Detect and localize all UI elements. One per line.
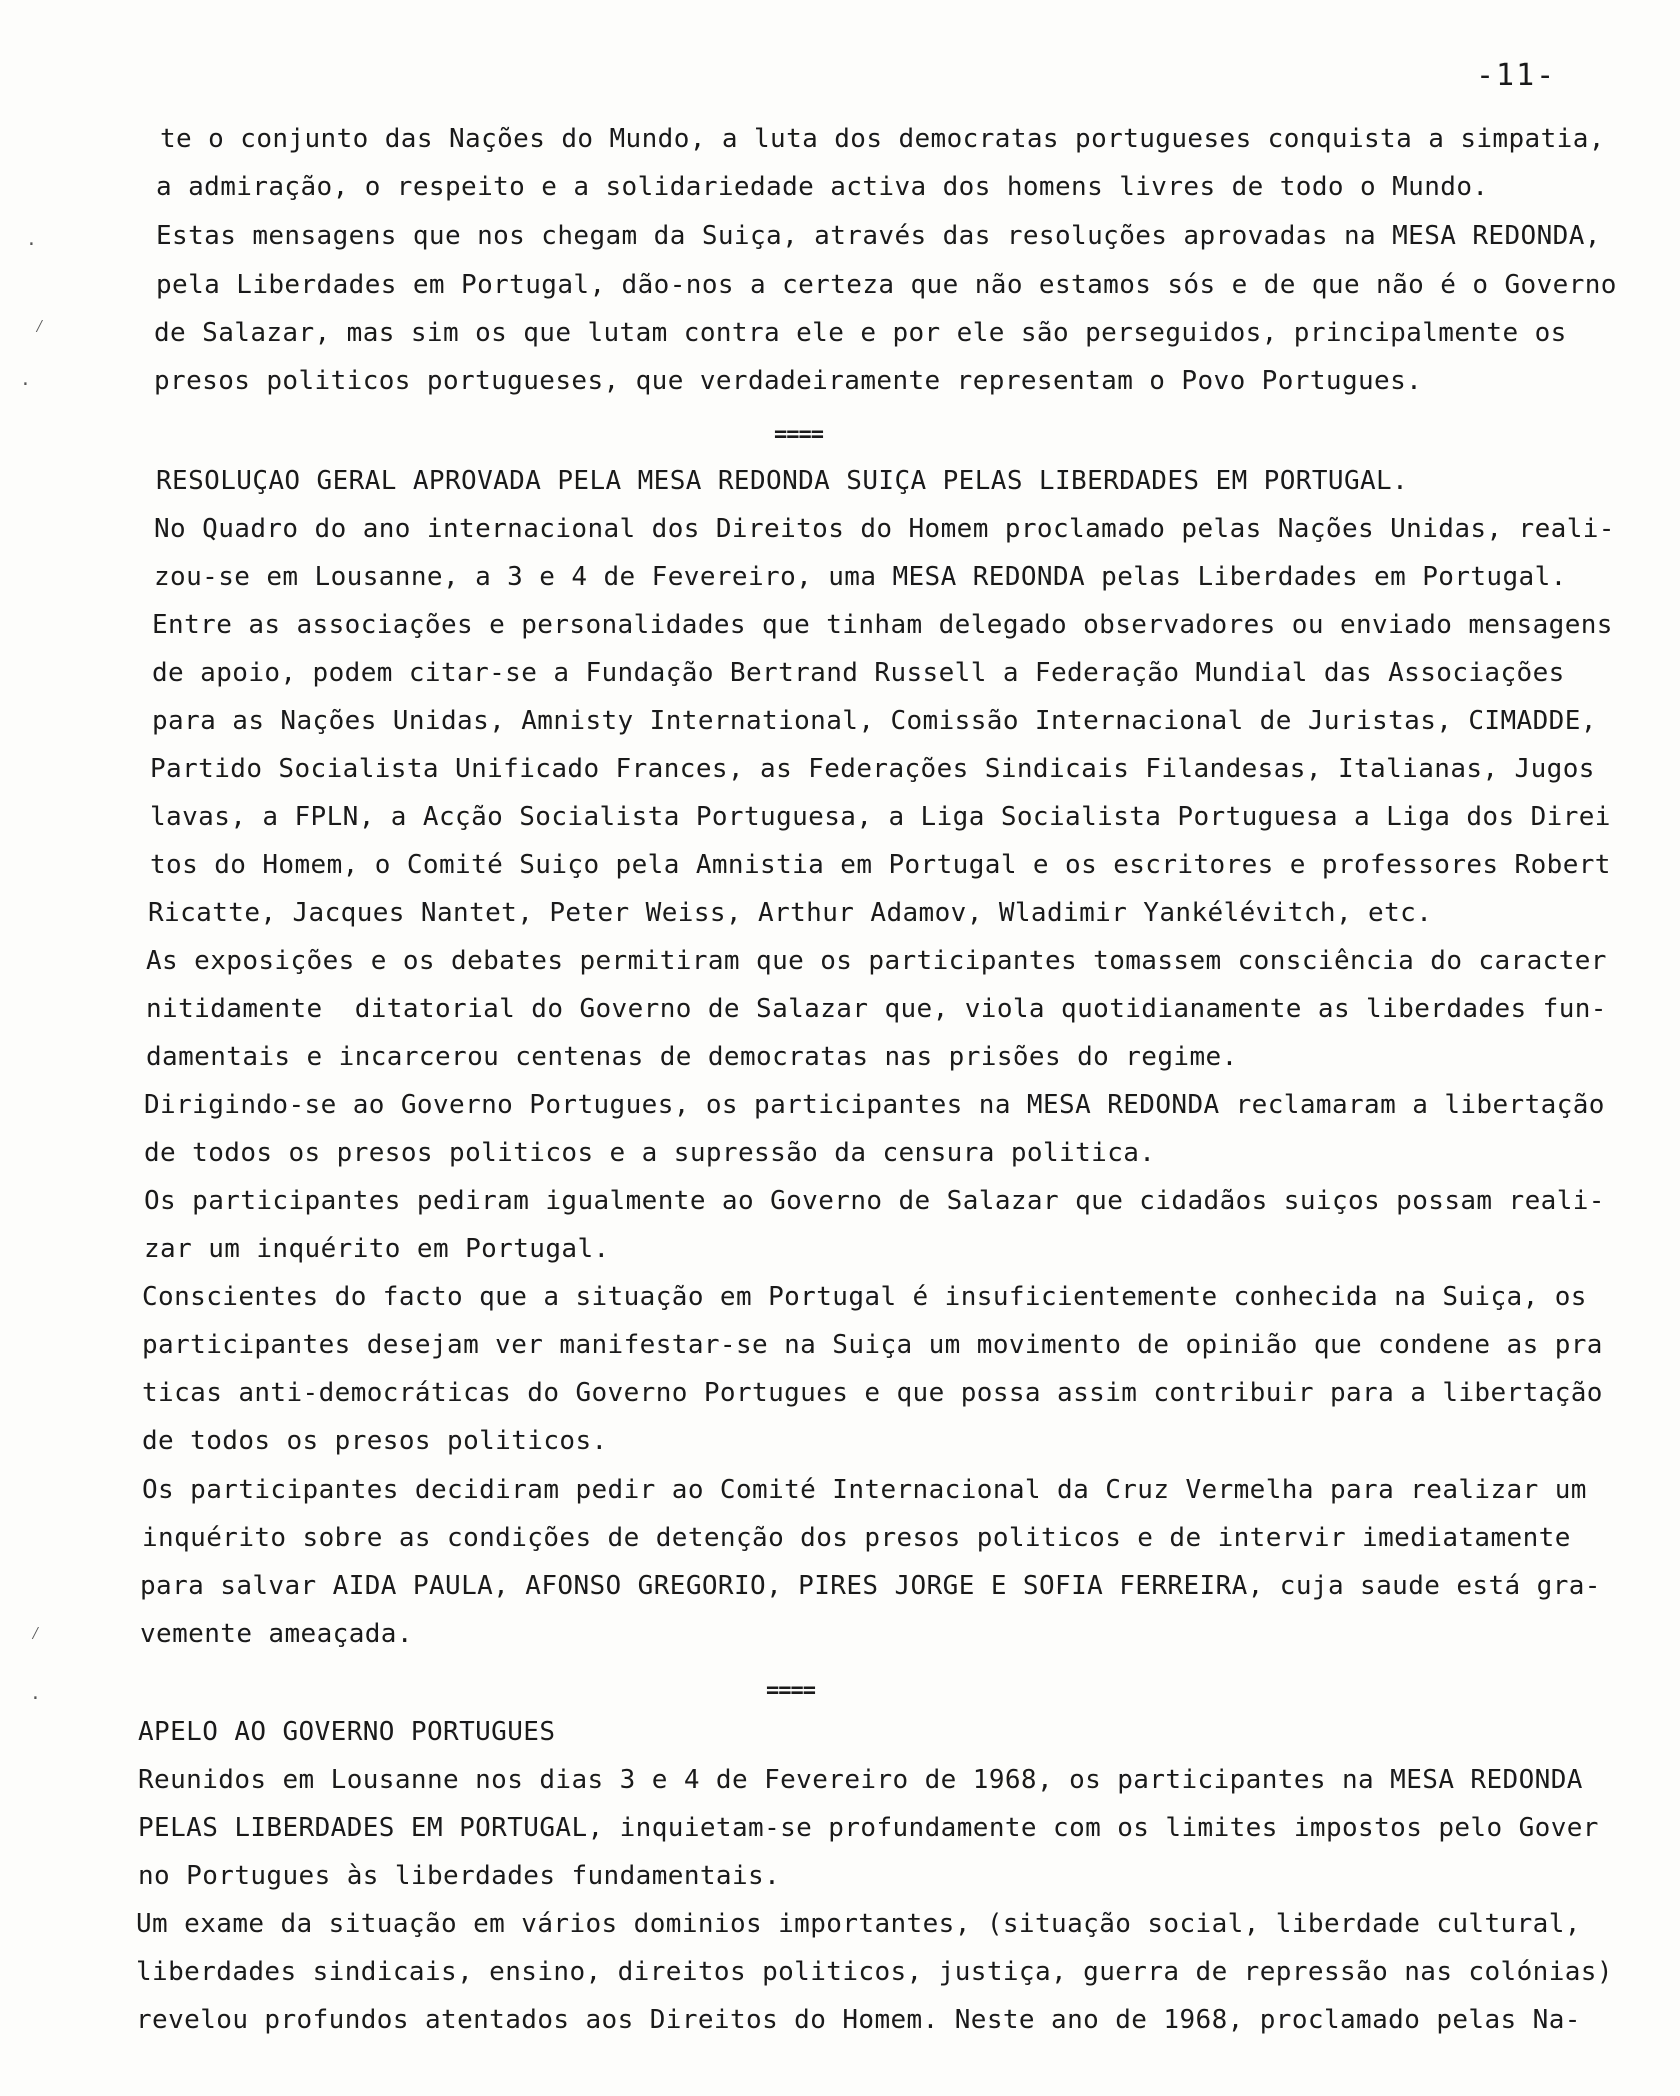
text-line: Reunidos em Lousanne nos dias 3 e 4 de Fevereiro de 1968, os participantes na MESA REDONDA <box>138 1765 1583 1795</box>
scan-mark: ⁄ <box>34 316 46 337</box>
text-line: As exposições e os debates permitiram que os participantes tomassem consciência do caracter <box>146 946 1607 976</box>
text-line: Partido Socialista Unificado Frances, as Federações Sindicais Filandesas, Italianas, Jugos <box>150 754 1595 784</box>
text-line: de apoio, podem citar-se a Fundação Bertrand Russell a Federação Mundial das Associações <box>152 658 1565 688</box>
section-heading: RESOLUÇAO GERAL APROVADA PELA MESA REDONDA SUIÇA PELAS LIBERDADES EM PORTUGAL. <box>156 466 1409 496</box>
text-line: liberdades sindicais, ensino, direitos politicos, justiça, guerra de repressão nas colónias) <box>136 1957 1613 1987</box>
text-line: inquérito sobre as condições de detenção dos presos politicos e de intervir imediatamente <box>142 1523 1571 1553</box>
text-line: zar um inquérito em Portugal. <box>144 1234 610 1264</box>
text-line: pela Liberdades em Portugal, dão-nos a certeza que não estamos sós e de que não é o Governo <box>156 270 1617 300</box>
text-line: Ricatte, Jacques Nantet, Peter Weiss, Arthur Adamov, Wladimir Yankélévitch, etc. <box>148 898 1433 928</box>
text-line: participantes desejam ver manifestar-se na Suiça um movimento de opinião que condene as pra <box>142 1330 1603 1360</box>
scan-mark: · <box>20 374 32 395</box>
text-line: Entre as associações e personalidades que tinham delegado observadores ou enviado mensagens <box>152 610 1613 640</box>
text-line: Dirigindo-se ao Governo Portugues, os participantes na MESA REDONDA reclamaram a libertação <box>144 1090 1605 1120</box>
scan-mark: · <box>26 234 38 255</box>
text-line: para as Nações Unidas, Amnisty International, Comissão Internacional de Juristas, CIMADDE, <box>152 706 1597 736</box>
text-line: PELAS LIBERDADES EM PORTUGAL, inquietam-se profundamente com os limites impostos pelo Gover <box>138 1813 1599 1843</box>
text-line: Os participantes decidiram pedir ao Comité Internacional da Cruz Vermelha para realizar um <box>142 1475 1587 1505</box>
text-line: damentais e incarcerou centenas de democratas nas prisões do regime. <box>146 1042 1238 1072</box>
text-line: lavas, a FPLN, a Acção Socialista Portuguesa, a Liga Socialista Portuguesa a Liga dos Direi <box>150 802 1611 832</box>
text-line: te o conjunto das Nações do Mundo, a luta dos democratas portugueses conquista a simpatia, <box>160 124 1605 154</box>
text-line: vemente ameaçada. <box>140 1619 413 1649</box>
text-line: Conscientes do facto que a situação em Portugal é insuficientemente conhecida na Suiça, os <box>142 1282 1587 1312</box>
text-line: de Salazar, mas sim os que lutam contra ele e por ele são perseguidos, principalmente os <box>154 318 1567 348</box>
text-line: nitidamente ditatorial do Governo de Salazar que, viola quotidianamente as liberdades fun- <box>146 994 1607 1024</box>
text-line: ticas anti-democráticas do Governo Portugues e que possa assim contribuir para a libertação <box>142 1378 1603 1408</box>
section-divider: ==== <box>766 1678 815 1703</box>
scan-mark: ⁄ <box>30 1623 42 1644</box>
text-line: Um exame da situação em vários dominios importantes, (situação social, liberdade cultural, <box>136 1909 1581 1939</box>
text-line: a admiração, o respeito e a solidariedade activa dos homens livres de todo o Mundo. <box>156 172 1489 202</box>
text-line: tos do Homem, o Comité Suiço pela Amnistia em Portugal e os escritores e professores Robert <box>150 850 1611 880</box>
text-line: Estas mensagens que nos chegam da Suiça, através das resoluções aprovadas na MESA REDONDA, <box>156 221 1601 251</box>
text-line: no Portugues às liberdades fundamentais. <box>138 1861 781 1891</box>
text-line: revelou profundos atentados aos Direitos do Homem. Neste ano de 1968, proclamado pelas Na- <box>136 2005 1581 2035</box>
text-line: Os participantes pediram igualmente ao Governo de Salazar que cidadãos suiços possam reali- <box>144 1186 1605 1216</box>
text-line: de todos os presos politicos e a supressão da censura politica. <box>144 1138 1156 1168</box>
text-line: presos politicos portugueses, que verdadeiramente representam o Povo Portugues. <box>154 366 1423 396</box>
page-number: -11- <box>1476 58 1557 93</box>
text-line: para salvar AIDA PAULA, AFONSO GREGORIO, PIRES JORGE E SOFIA FERREIRA, cuja saude está gra- <box>140 1571 1601 1601</box>
section-divider: ==== <box>774 422 823 447</box>
scan-mark: · <box>30 1688 42 1709</box>
text-line: No Quadro do ano internacional dos Direitos do Homem proclamado pelas Nações Unidas, reali- <box>154 514 1615 544</box>
text-line: zou-se em Lousanne, a 3 e 4 de Fevereiro, uma MESA REDONDA pelas Liberdades em Portugal. <box>154 562 1567 592</box>
section-heading: APELO AO GOVERNO PORTUGUES <box>138 1717 556 1747</box>
text-line: de todos os presos politicos. <box>142 1426 608 1456</box>
